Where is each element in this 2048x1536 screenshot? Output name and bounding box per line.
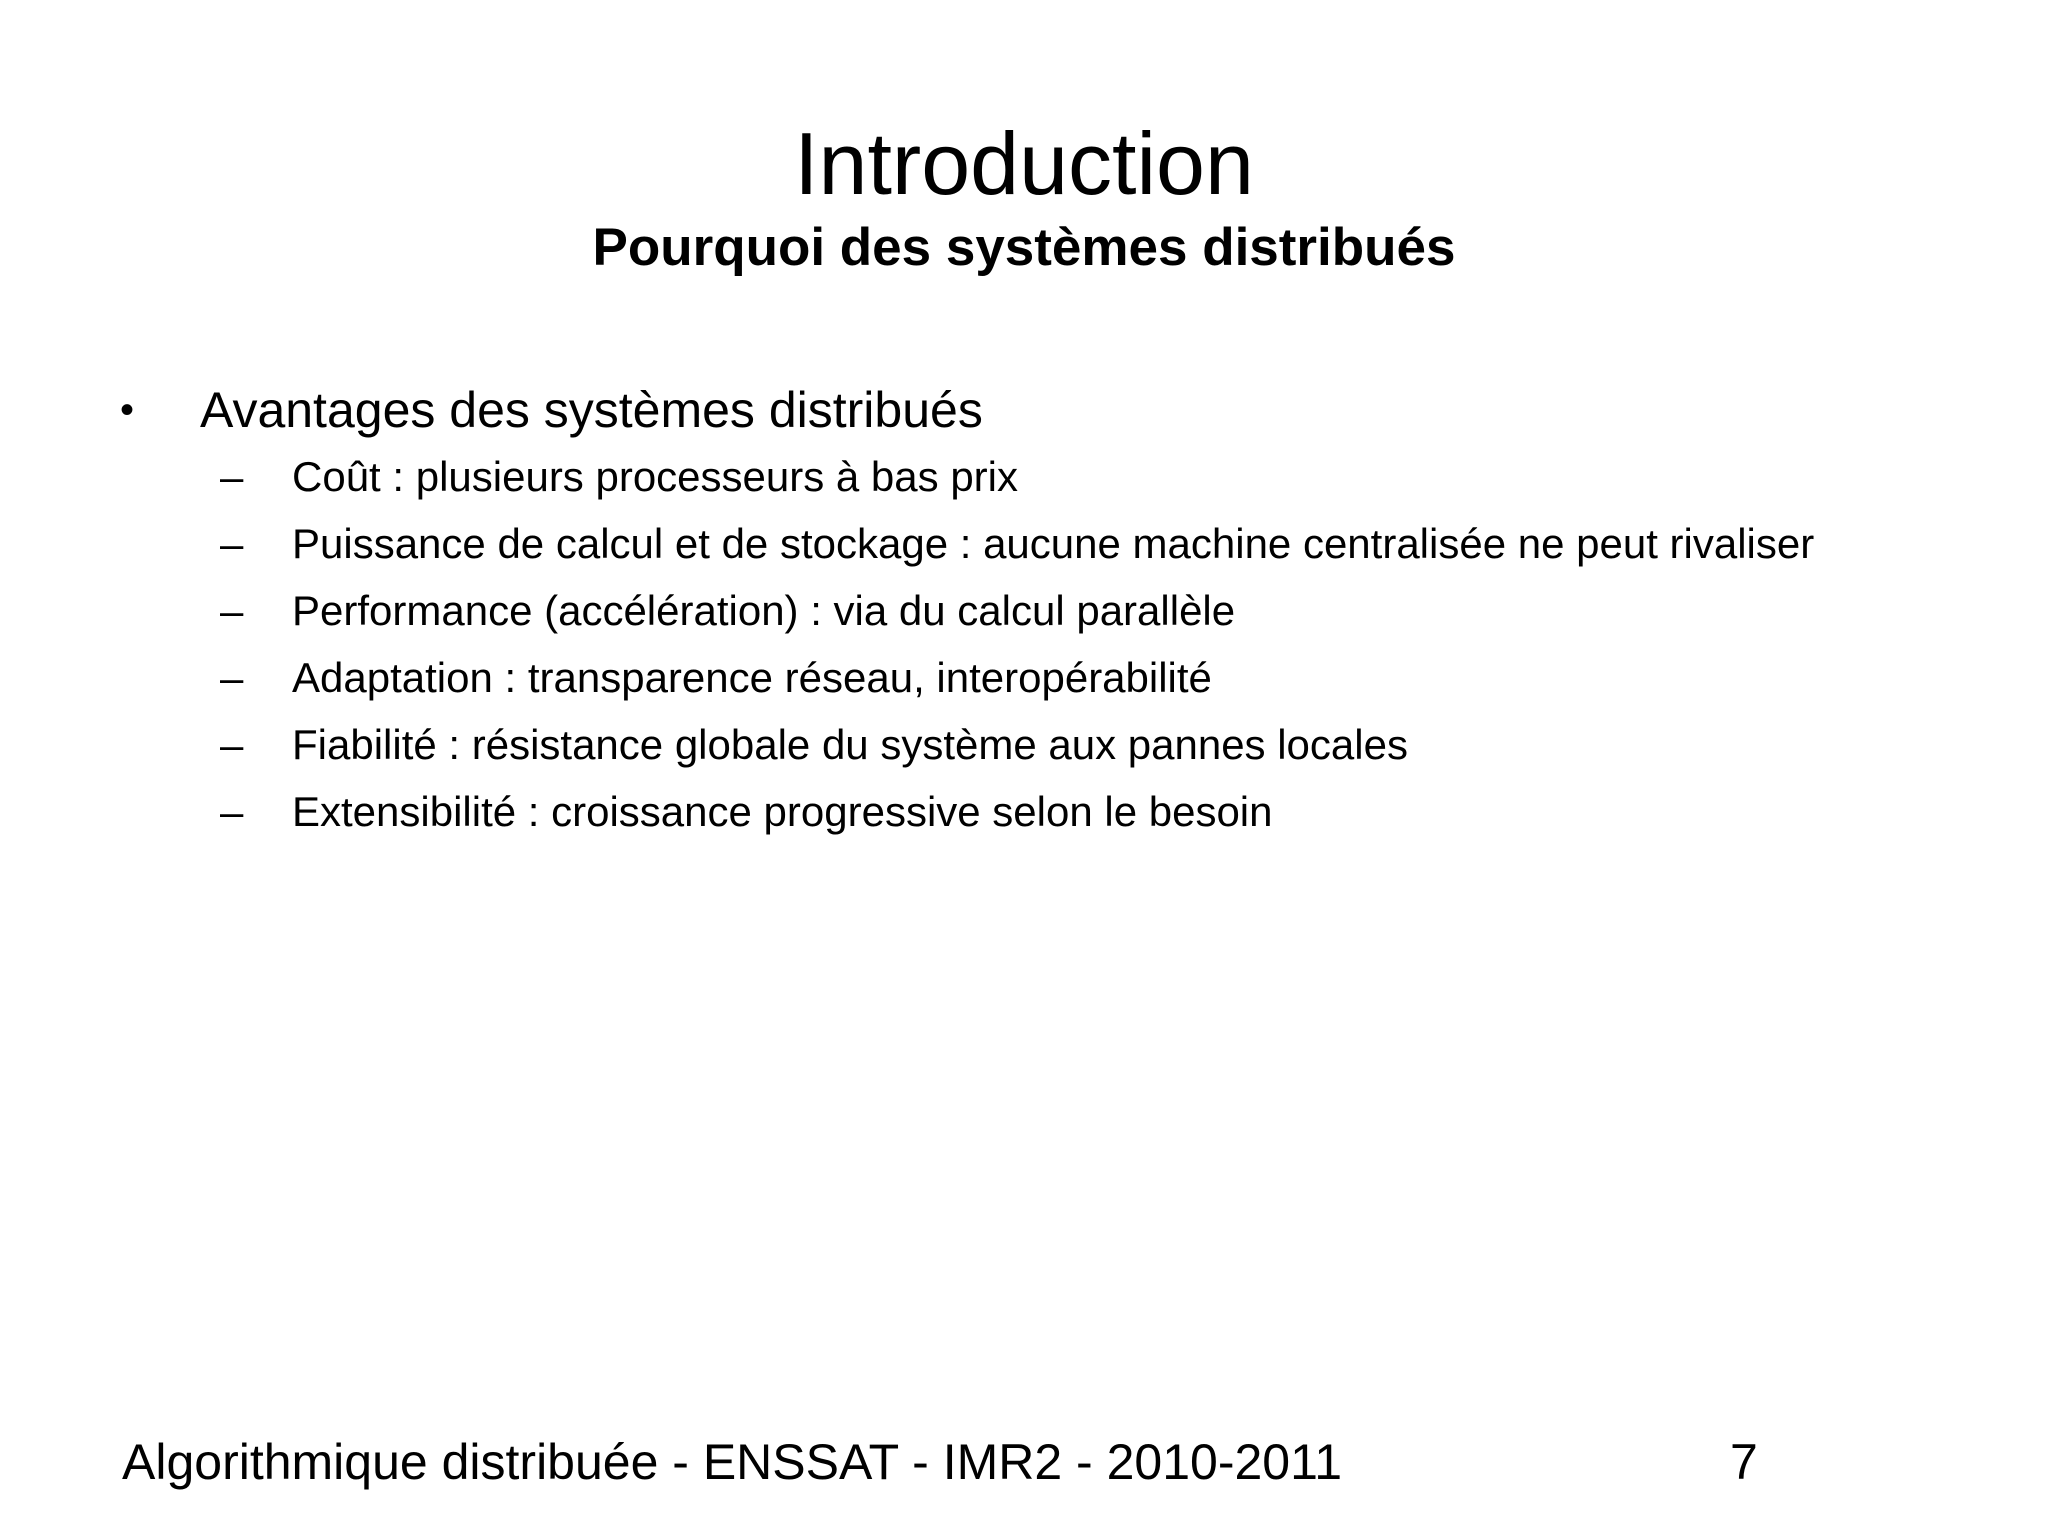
- sub-bullet-text: Extensibilité : croissance progressive selon le besoin: [292, 788, 1273, 835]
- sub-bullet-text: Coût : plusieurs processeurs à bas prix: [292, 453, 1018, 500]
- sub-bullet-item: [220, 785, 1820, 839]
- sub-bullet-item: [220, 517, 1820, 571]
- slide-title: Introduction: [794, 114, 1254, 213]
- sub-bullet-text: Adaptation : transparence réseau, interopérabilité: [292, 654, 1212, 701]
- sub-bullet-item: [220, 718, 1820, 772]
- sub-bullet-list: [220, 450, 1820, 852]
- footer-course-info: Algorithmique distribuée - ENSSAT - IMR2 - 2010-2011: [122, 1434, 1342, 1490]
- sub-bullet-item: [220, 450, 1820, 504]
- main-bullet-text: Avantages des systèmes distribués: [200, 382, 983, 438]
- sub-bullet-text: Puissance de calcul et de stockage : aucune machine centralisée ne peut rivaliser: [292, 520, 1815, 567]
- page-number: 7: [1730, 1434, 1758, 1490]
- bullet-marker: •: [120, 388, 135, 432]
- dash-marker: –: [220, 587, 244, 634]
- dash-marker: –: [220, 788, 244, 835]
- dash-marker: –: [220, 721, 244, 768]
- sub-bullet-text: Performance (accélération) : via du calcul parallèle: [292, 587, 1236, 634]
- sub-bullet-item: [220, 584, 1820, 638]
- dash-marker: –: [220, 520, 244, 567]
- main-bullet: [120, 378, 1920, 442]
- dash-marker: –: [220, 453, 244, 500]
- slide-subtitle: Pourquoi des systèmes distribués: [592, 218, 1456, 277]
- sub-bullet-text: Fiabilité : résistance globale du système aux pannes locales: [292, 721, 1408, 768]
- sub-bullet-item: [220, 651, 1820, 705]
- dash-marker: –: [220, 654, 244, 701]
